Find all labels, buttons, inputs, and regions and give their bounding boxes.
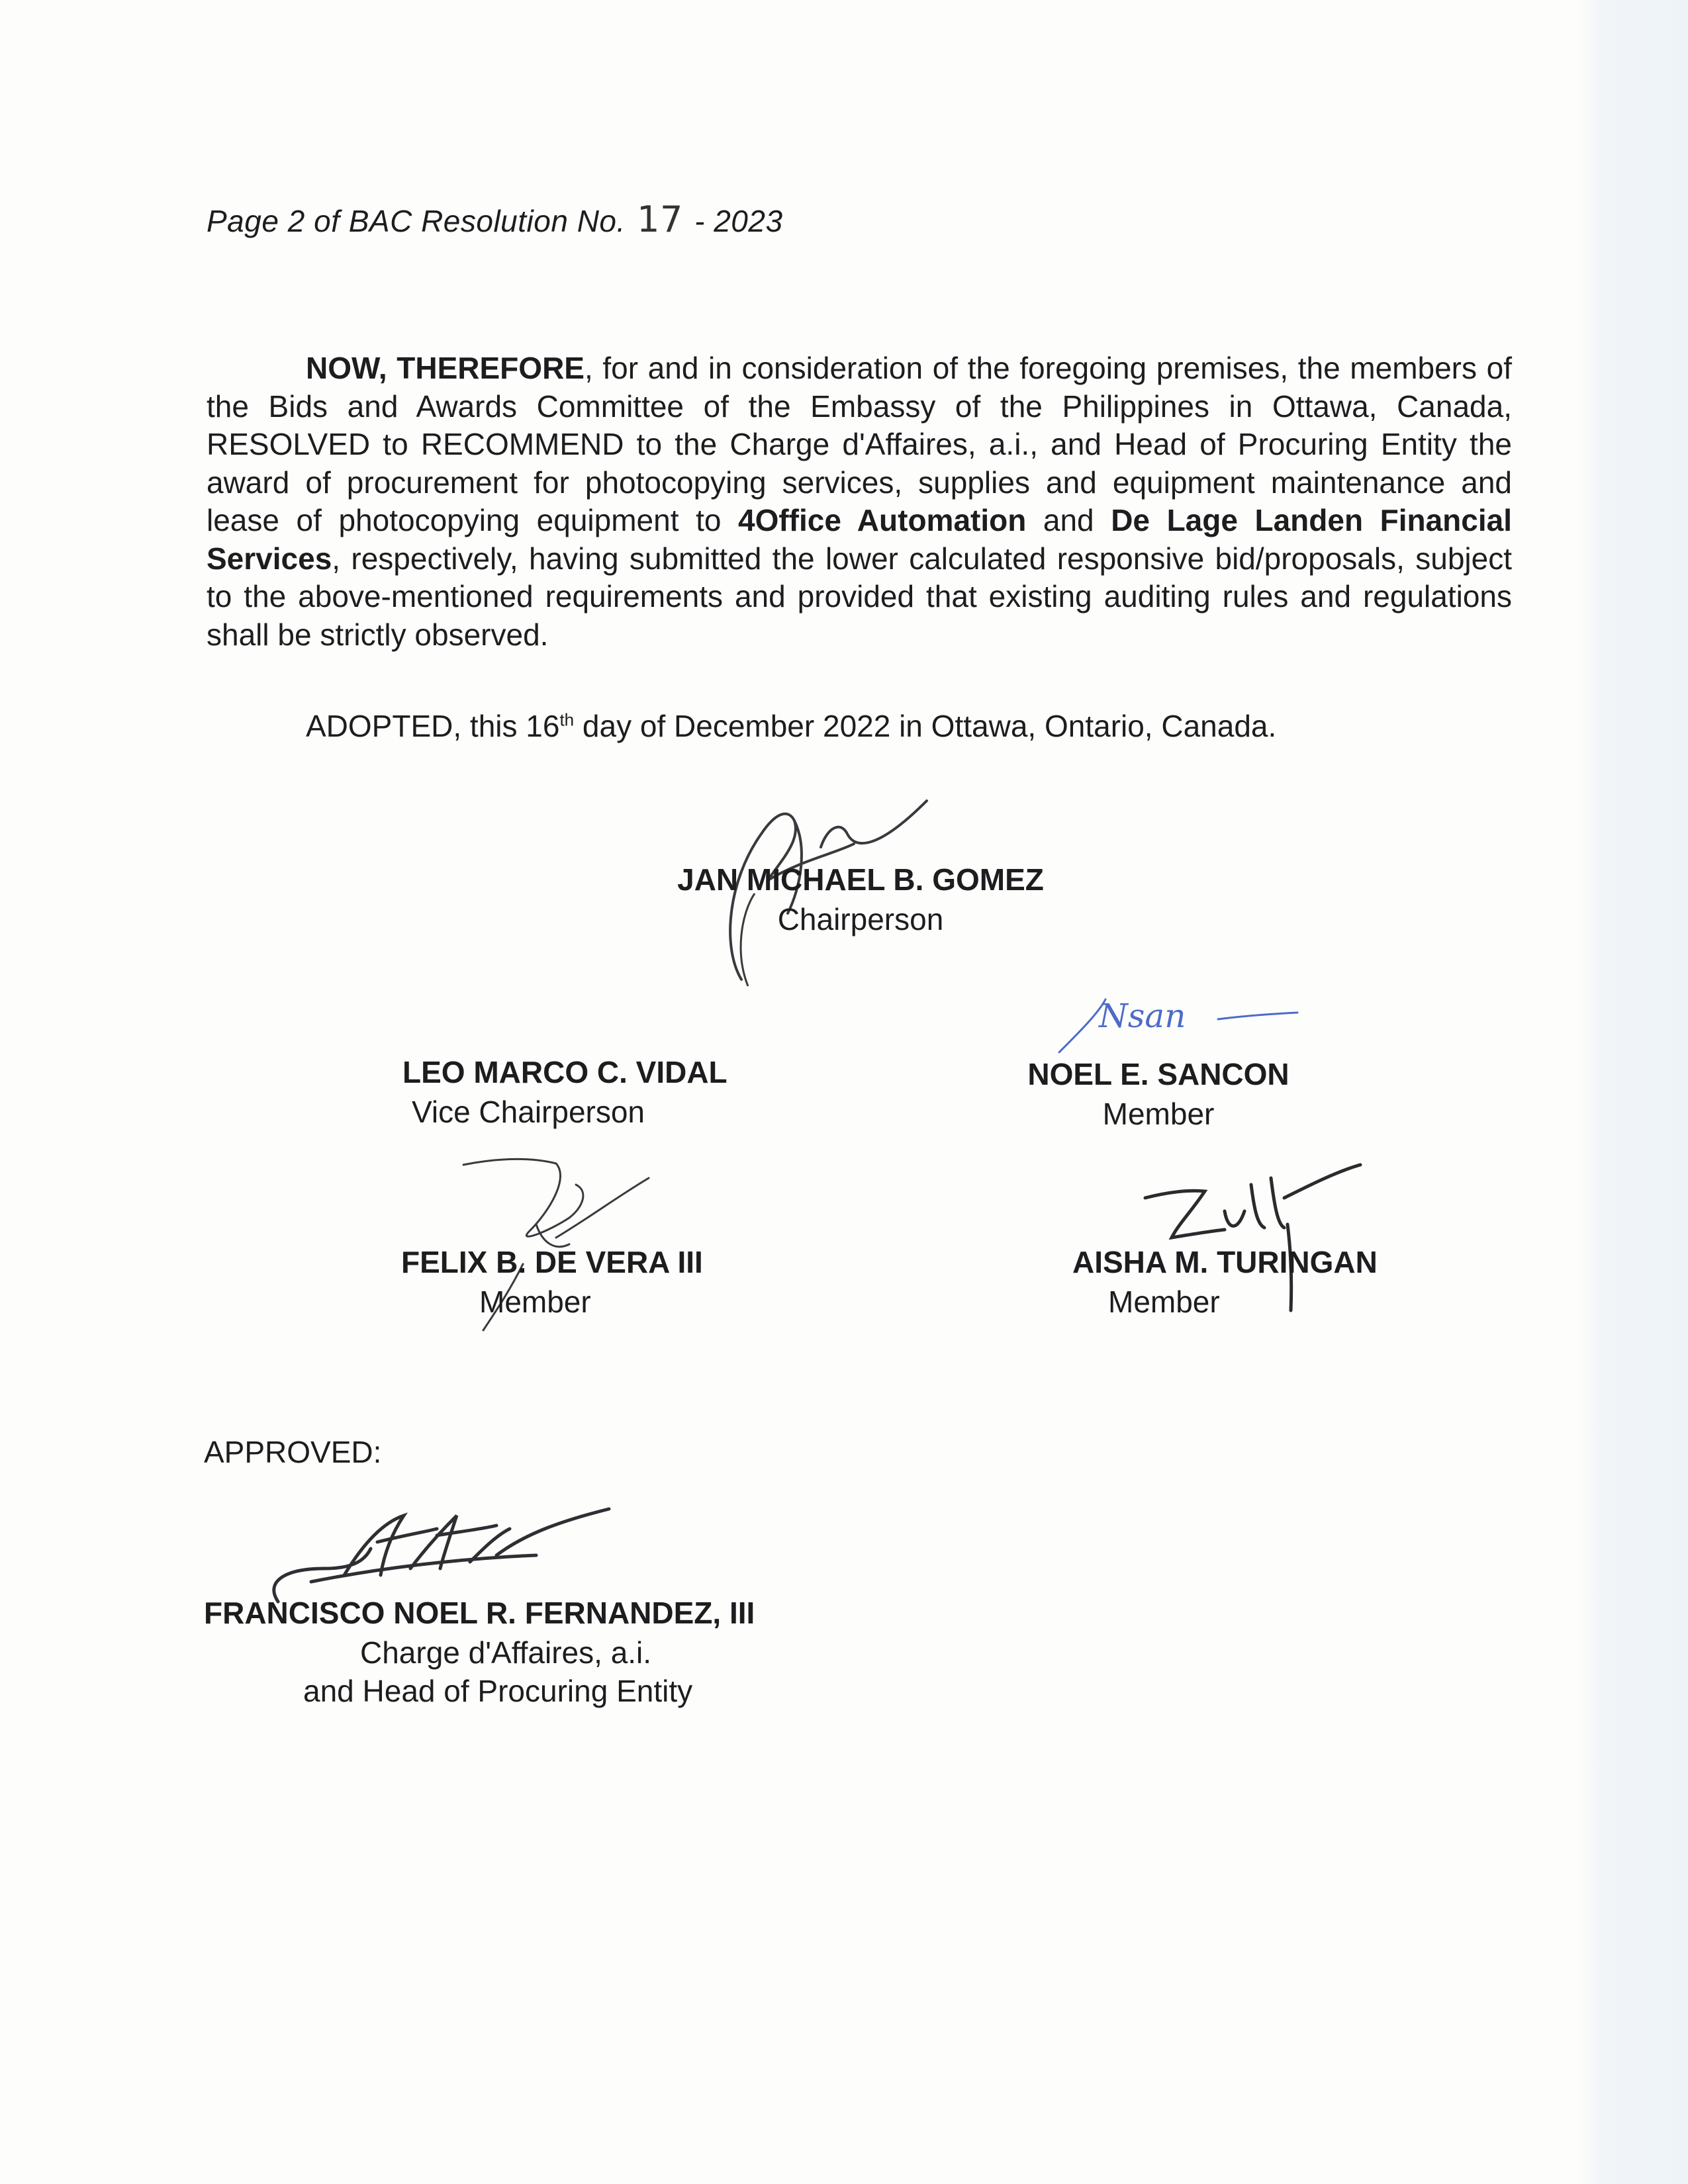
page-header — [207, 199, 783, 240]
member1-title: Member — [1102, 1097, 1215, 1131]
member1-signature-text: Nsan — [1099, 997, 1186, 1035]
company-2: De Lage Landen Financial Services — [207, 503, 1513, 576]
header-suffix: - 2023 — [694, 204, 783, 238]
vice-chair-name: LEO MARCO C. VIDAL — [402, 1055, 727, 1089]
approver-signature — [258, 1496, 616, 1608]
member2-title: Member — [479, 1285, 591, 1319]
member2-block — [401, 1244, 703, 1320]
body-text-3: , respectively, having submitted the lower calculated responsive bid/proposals, subject to the above-mentioned requirements and provided that existing auditing rules and regulations shall be strictly observed. — [207, 541, 1512, 652]
body-text-1: , for and in consideration of the foregoing premises, the members of the Bids and Awards Committee of the Embassy of the Philippines in Ottawa, Canada, RESOLVED to RECOMMEND to the Charge d'Affaires, a.i., and Head of Procuring Entity the award of procurement for photocopying services, supplies and equipment maintenance and lease of photocopying equipment to — [207, 351, 1512, 537]
chair-title: Chairperson — [777, 902, 944, 936]
approver-title-1: Charge d'Affaires, a.i. — [360, 1635, 652, 1670]
adopted-before: ADOPTED, this 16 — [306, 709, 560, 743]
lead-text: NOW, THEREFORE — [306, 351, 585, 385]
vice-chair-block — [402, 1054, 727, 1130]
member1-signature — [1053, 986, 1304, 1059]
approved-label: APPROVED: — [204, 1435, 382, 1469]
header-prefix: Page 2 of BAC Resolution No. — [207, 204, 626, 238]
adopted-sup: th — [559, 709, 575, 730]
approver-name: FRANCISCO NOEL R. FERNANDEZ, III — [204, 1596, 755, 1630]
chair-name: JAN MICHAEL B. GOMEZ — [677, 862, 1044, 897]
member3-block — [1072, 1244, 1378, 1320]
member3-name: AISHA M. TURINGAN — [1072, 1245, 1378, 1279]
member3-title: Member — [1108, 1285, 1220, 1319]
approver-title-2: and Head of Procuring Entity — [303, 1674, 693, 1708]
adopted-after: day of December 2022 in Ottawa, Ontario, Canada. — [574, 709, 1277, 743]
vice-chair-title: Vice Chairperson — [412, 1095, 645, 1129]
company-1: 4Office Automation — [738, 503, 1027, 537]
chair-block — [655, 862, 1066, 937]
approver-block — [204, 1595, 755, 1709]
resolution-number: 17 — [637, 199, 683, 240]
member1-block — [993, 1056, 1324, 1132]
resolution-paragraph — [207, 349, 1512, 654]
body-text-2: and — [1026, 503, 1111, 537]
adopted-line — [306, 708, 1276, 744]
member2-name: FELIX B. DE VERA III — [401, 1245, 703, 1279]
member1-name: NOEL E. SANCON — [1027, 1057, 1289, 1091]
